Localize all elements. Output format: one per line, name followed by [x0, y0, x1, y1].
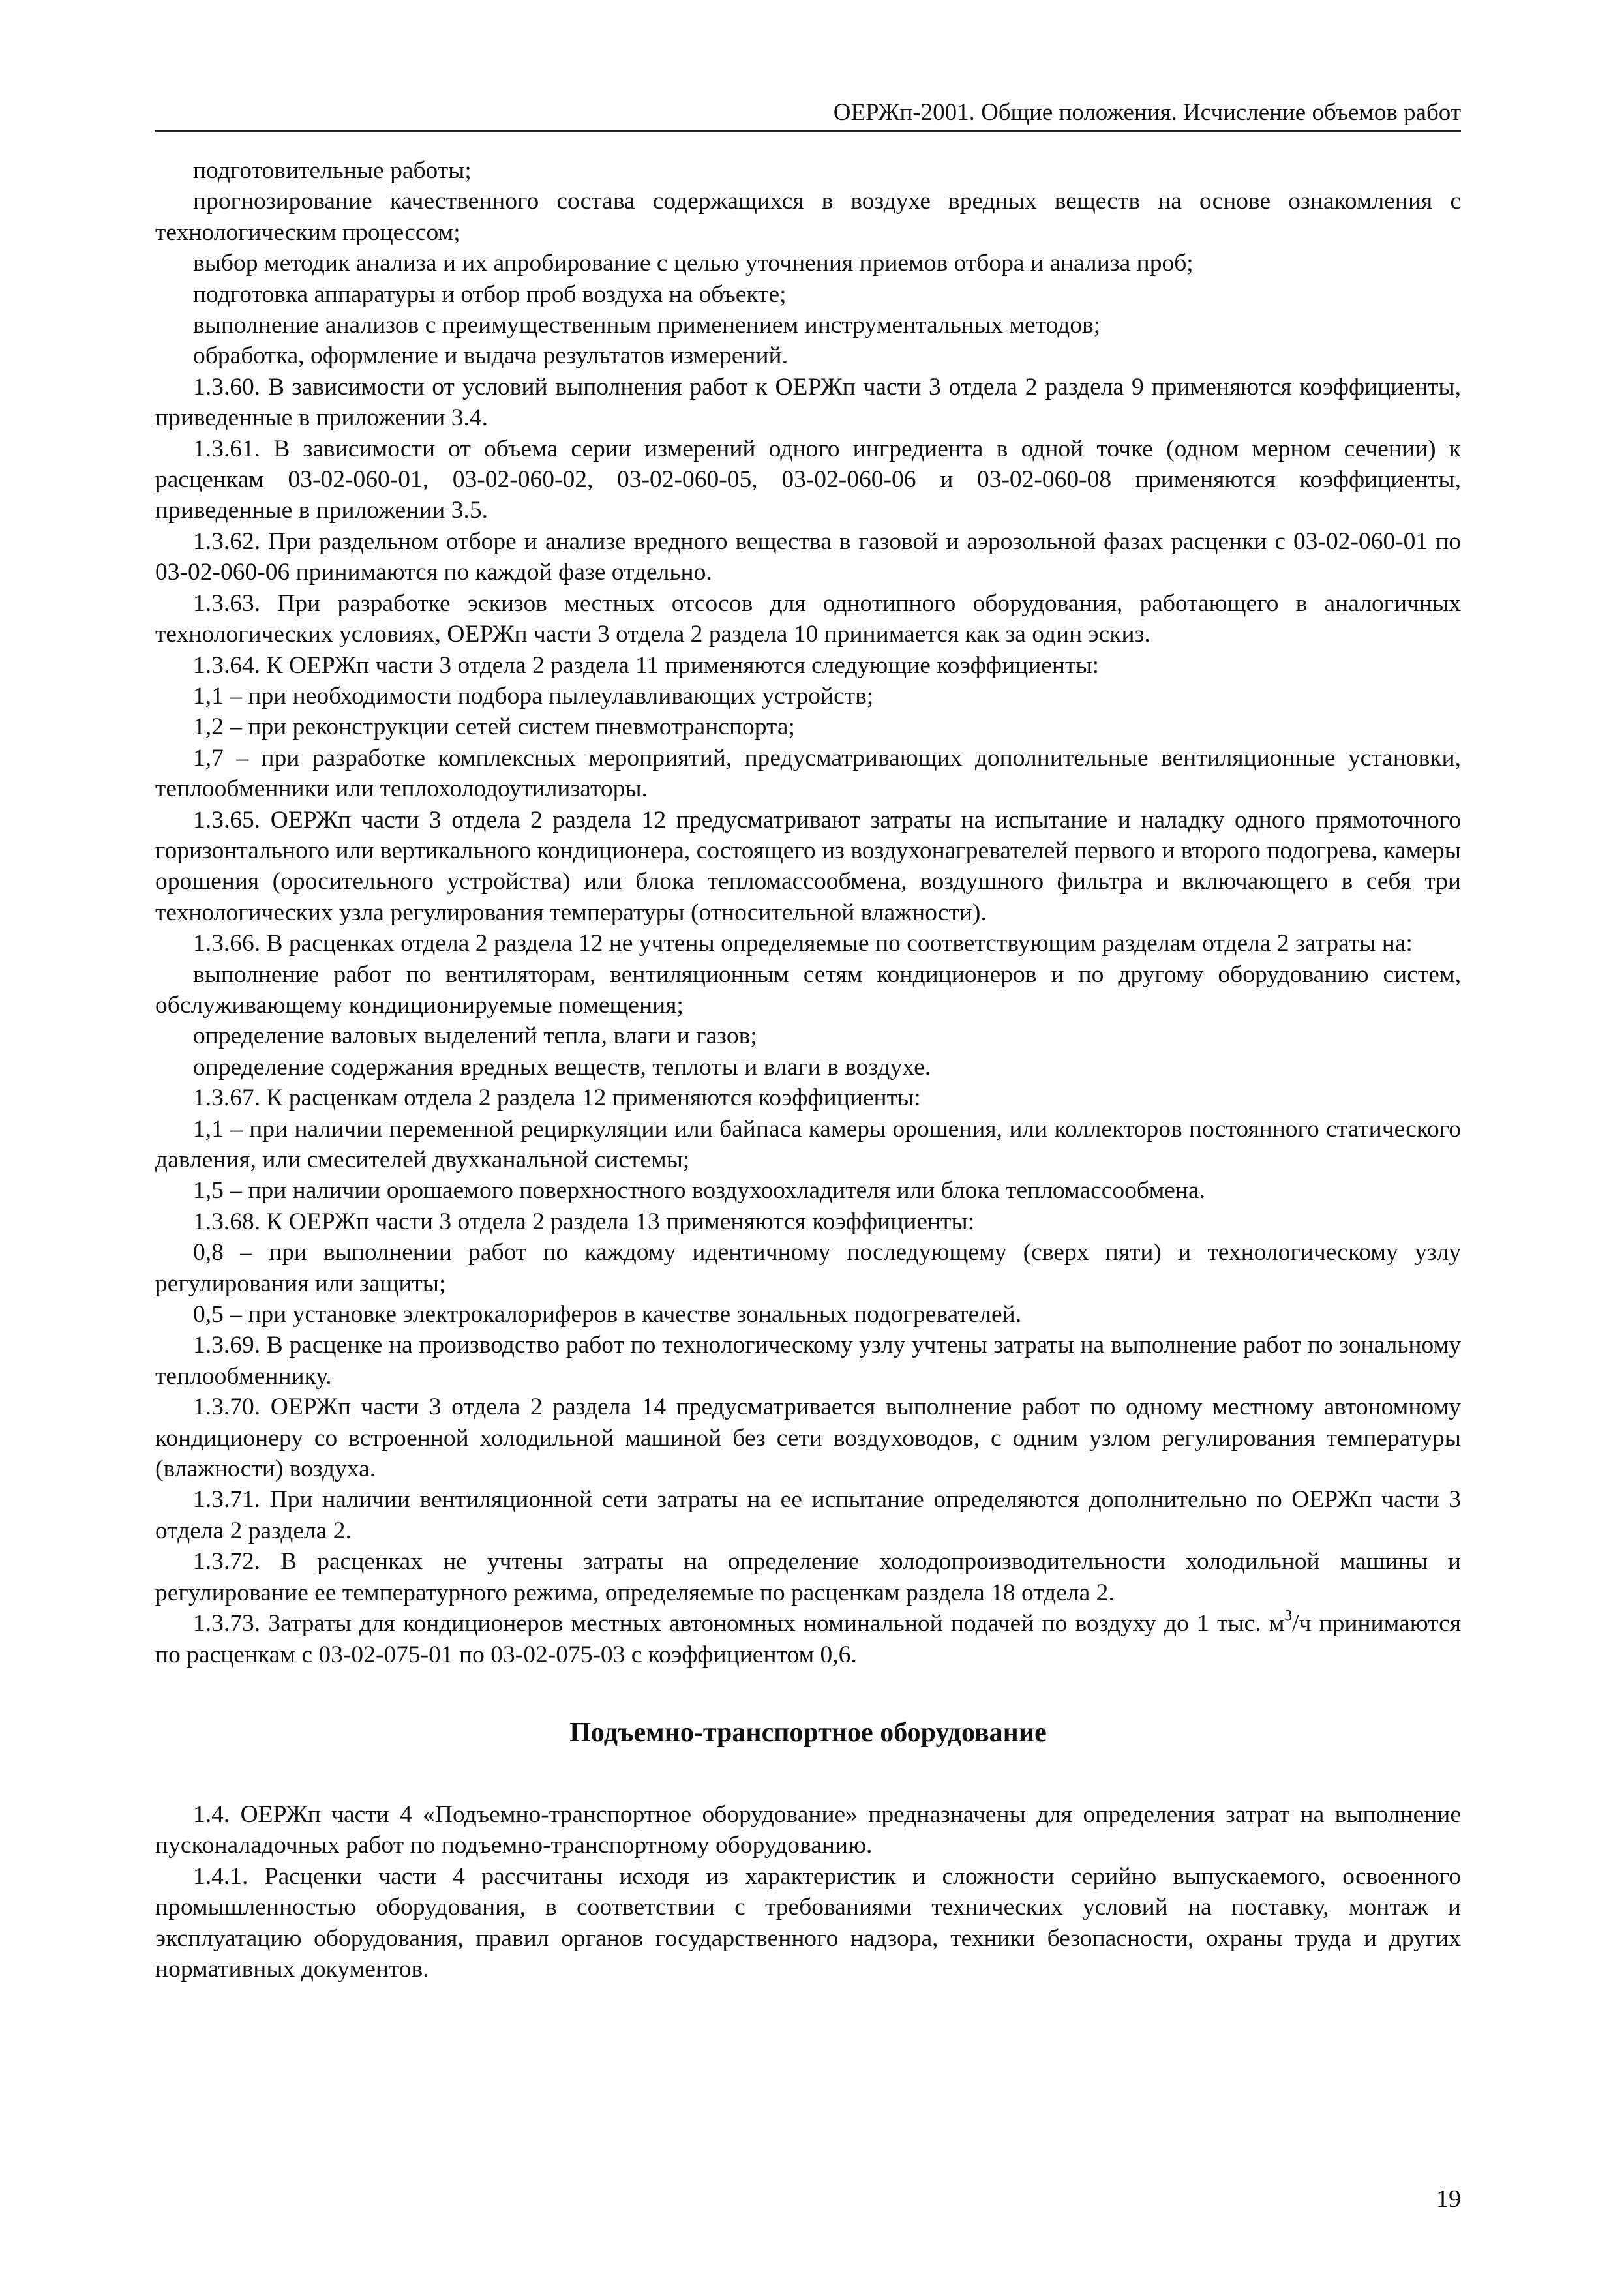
paragraph: 1.4.1. Расценки части 4 рассчитаны исходя из характеристик и сложности серийно выпускаемого, освоенного промышленностью оборудования, в соответствии с требованиями технических условий на поставку, монтаж и эксплуатацию оборудования, правил органов государственного надзора, техники безопасности, охраны труда и других нормативных документов.: [155, 1863, 1461, 1982]
paragraph: 1,2 – при реконструкции сетей систем пневмотранспорта;: [193, 713, 795, 741]
paragraph: определение содержания вредных веществ, теплоты и влаги в воздухе.: [193, 1053, 931, 1081]
paragraph-group-before: [155, 155, 1461, 1608]
paragraph: 1,1 – при наличии переменной рециркуляции или байпаса камеры орошения, или коллекторов постоянного статического давления, или смесителей двухканальной системы;: [155, 1115, 1461, 1173]
paragraph: обработка, оформление и выдача результатов измерений.: [193, 342, 788, 370]
paragraph: 1.3.67. К расценкам отдела 2 раздела 12 применяются коэффициенты:: [193, 1085, 921, 1112]
paragraph: 0,8 – при выполнении работ по каждому идентичному последующему (сверх пяти) и технологическому узлу регулирования или защиты;: [155, 1239, 1461, 1297]
paragraph-1-3-73-part2: /ч принимаются по расценкам с 03-02-075-01 по 03-02-075-03 с коэффициентом 0,6.: [155, 1610, 1461, 1668]
paragraph: 1.4. ОЕРЖп части 4 «Подъемно-транспортное оборудование» предназначены для определения затрат на выполнение пусконаладочных работ по подъемно-транспортному оборудованию.: [155, 1801, 1461, 1859]
paragraph-1-3-73-part1: 1.3.73. Затраты для кондиционеров местных автономных номинальной подачей по воздуху до 1 тыс. м: [193, 1610, 1285, 1638]
paragraph: 1,5 – при наличии орошаемого поверхностного воздухоохладителя или блока тепломассообмена.: [193, 1177, 1206, 1204]
running-header: ОЕРЖп-2001. Общие положения. Исчисление объемов работ: [833, 99, 1461, 126]
paragraph: подготовительные работы;: [193, 157, 472, 184]
paragraph: 1,7 – при разработке комплексных мероприятий, предусматривающих дополнительные вентиляционные установки, теплообменники или теплохолодоутилизаторы.: [155, 744, 1461, 803]
paragraph-group-after: [155, 1799, 1461, 1984]
paragraph-1-3-73: [155, 1608, 1461, 1670]
cubic-superscript: 3: [1284, 1607, 1293, 1624]
paragraph: выполнение анализов с преимущественным применением инструментальных методов;: [193, 312, 1101, 339]
paragraph: 1.3.64. К ОЕРЖп части 3 отдела 2 раздела 11 применяются следующие коэффициенты:: [193, 651, 1099, 679]
paragraph: прогнозирование качественного состава содержащихся в воздухе вредных веществ на основе ознакомления с технологическим процессом;: [155, 188, 1461, 246]
paragraph: 1.3.66. В расценках отдела 2 раздела 12 не учтены определяемые по соответствующим разделам отдела 2 затраты на:: [193, 930, 1413, 957]
paragraph: 1.3.60. В зависимости от условий выполнения работ к ОЕРЖп части 3 отдела 2 раздела 9 применяются коэффициенты, приведенные в приложении 3.4.: [155, 373, 1461, 432]
paragraph: выполнение работ по вентиляторам, вентиляционным сетям кондиционеров и по другому оборудованию систем, обслуживающему кондиционируемые помещения;: [155, 961, 1461, 1019]
section-title: Подъемно-транспортное оборудование: [569, 1717, 1047, 1748]
page-body: [155, 155, 1461, 1984]
paragraph: определение валовых выделений тепла, влаги и газов;: [193, 1023, 757, 1050]
paragraph: 1.3.62. При раздельном отборе и анализе вредного вещества в газовой и аэрозольной фазах расценки с 03-02-060-01 по 03-02-060-06 принимаются по каждой фазе отдельно.: [155, 528, 1461, 586]
header-rule: [155, 130, 1461, 132]
paragraph: 1.3.69. В расценке на производство работ по технологическому узлу учтены затраты на выполнение работ по зональному теплообменнику.: [155, 1332, 1461, 1390]
paragraph: 1.3.68. К ОЕРЖп части 3 отдела 2 раздела 13 применяются коэффициенты:: [193, 1208, 975, 1235]
paragraph: 1.3.63. При разработке эскизов местных отсосов для однотипного оборудования, работающего в аналогичных технологических условиях, ОЕРЖп части 3 отдела 2 раздела 10 принимается как за один эскиз.: [155, 590, 1461, 648]
paragraph: 1.3.71. При наличии вентиляционной сети затраты на ее испытание определяются дополнительно по ОЕРЖп части 3 отдела 2 раздела 2.: [155, 1486, 1461, 1544]
paragraph: 1.3.65. ОЕРЖп части 3 отдела 2 раздела 12 предусматривают затраты на испытание и наладку одного прямоточного горизонтального или вертикального кондиционера, состоящего из воздухонагревателей первого и второго подогрева, камеры орошения (оросительного устройства) или блока тепломассообмена, воздушного фильтра и включающего в себя три технологических узла регулирования температуры (относительной влажности).: [155, 806, 1461, 926]
paragraph: 1.3.61. В зависимости от объема серии измерений одного ингредиента в одной точке (одном мерном сечении) к расценкам 03-02-060-01, 03-02-060-02, 03-02-060-05, 03-02-060-06 и 03-02-060-08 применяются коэффициенты, приведенные в приложении 3.5.: [155, 435, 1461, 524]
paragraph: выбор методик анализа и их апробирование с целью уточнения приемов отбора и анализа проб;: [193, 250, 1194, 277]
paragraph: 1,1 – при необходимости подбора пылеулавливающих устройств;: [193, 682, 874, 710]
paragraph: 0,5 – при установке электрокалориферов в качестве зональных подогревателей.: [193, 1301, 1022, 1328]
paragraph: 1.3.72. В расценках не учтены затраты на определение холодопроизводительности холодильной машины и регулирование ее температурного режима, определяемые по расценкам раздела 18 отдела 2.: [155, 1548, 1461, 1606]
paragraph: подготовка аппаратуры и отбор проб воздуха на объекте;: [193, 280, 787, 308]
paragraph: 1.3.70. ОЕРЖп части 3 отдела 2 раздела 14 предусматривается выполнение работ по одному местному автономному кондиционеру со встроенной холодильной машиной без сети воздуховодов, с одним узлом регулирования температуры (влажности) воздуха.: [155, 1394, 1461, 1483]
page-number: 19: [1436, 2185, 1461, 2213]
